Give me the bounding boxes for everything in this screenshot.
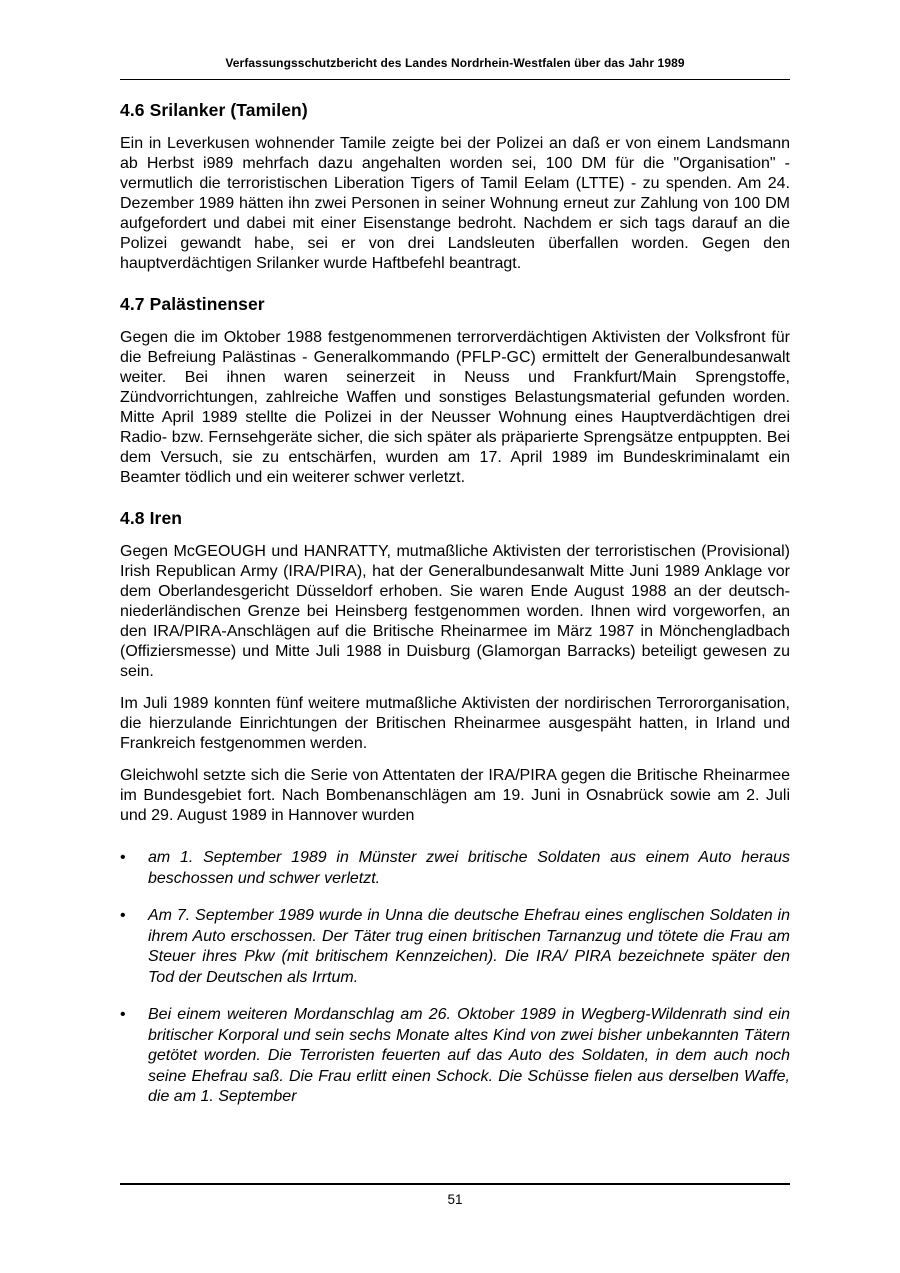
paragraph: Gegen McGEOUGH und HANRATTY, mutmaßliche Aktivisten der terroristischen (Provisional) Irish Republican Army (IRA/PIRA), hat der Generalbundesanwalt Mitte Juni 1989 Anklage vor dem Oberlandesgericht Düsseldorf erhoben. Sie waren Ende August 1988 an der deutsch-niederländischen Grenze bei Heinsberg festgenommen worden. Ihnen wird vorgeworfen, an den IRA/PIRA-Anschlägen auf die Britische Rheinarmee im März 1987 in Mönchengladbach (Offiziersmesse) und Mitte Juli 1988 in Duisburg (Glamorgan Barracks) beteiligt gewesen zu sein.: [120, 543, 790, 680]
list-item: [120, 1005, 790, 1108]
paragraph: Gleichwohl setzte sich die Serie von Attentaten der IRA/PIRA gegen die Britische Rheinarmee im Bundesgebiet fort. Nach Bombenanschlägen am 19. Juni in Osnabrück sowie am 2. Juli und 29. August 1989 in Hannover wurden: [120, 767, 790, 824]
list-item-text: am 1. September 1989 in Münster zwei britische Soldaten aus einem Auto heraus beschossen und schwer verletzt.: [148, 849, 790, 887]
bullet-icon: •: [120, 1006, 126, 1023]
bullet-icon: •: [120, 849, 126, 866]
section-iren: [120, 508, 790, 1108]
page-header: [120, 56, 790, 80]
bullet-icon: •: [120, 907, 126, 924]
page-content: [120, 100, 790, 1108]
running-header-title: Verfassungsschutzbericht des Landes Nordrhein-Westfalen über das Jahr 1989: [225, 56, 685, 70]
paragraph: Im Juli 1989 konnten fünf weitere mutmaßliche Aktivisten der nordirischen Terrororganisation, die hierzulande Einrichtungen der Britischen Rheinarmee ausgespäht hatten, in Irland und Frankreich festgenommen werden.: [120, 695, 790, 752]
section-palaestinenser: [120, 294, 790, 488]
section-heading-4-8: 4.8 Iren: [120, 508, 183, 528]
list-item: [120, 906, 790, 988]
list-item-text: Bei einem weiteren Mordanschlag am 26. Oktober 1989 in Wegberg-Wildenrath sind ein britischer Korporal und sein sechs Monate altes Kind von zwei bisher unbekannten Tätern getötet worden. Die Terroristen feuerten auf das Auto des Soldaten, in dem auch noch seine Ehefrau saß. Die Frau erlitt einen Schock. Die Schüsse fielen aus derselben Waffe, die am 1. September: [148, 1006, 790, 1105]
page-body: [120, 56, 790, 1125]
section-heading-4-7: 4.7 Palästinenser: [120, 294, 265, 314]
list-item-text: Am 7. September 1989 wurde in Unna die deutsche Ehefrau eines englischen Soldaten in ihrem Auto erschossen. Der Täter trug einen britischen Tarnanzug und tötete die Frau am Steuer ihres Pkw (mit britischem Kennzeichen). Die IRA/ PIRA bezeichnete später den Tod der Deutschen als Irrtum.: [148, 907, 790, 986]
paragraph: Gegen die im Oktober 1988 festgenommenen terrorverdächtigen Aktivisten der Volksfront für die Befreiung Palästinas - Generalkommando (PFLP-GC) ermittelt der Generalbundesanwalt weiter. Bei ihnen waren seinerzeit in Neuss und Frankfurt/Main Sprengstoffe, Zündvorrichtungen, zahlreiche Waffen und sonstiges Belastungsmaterial gefunden worden. Mitte April 1989 stellte die Polizei in der Neusser Wohnung eines Hauptverdächtigen drei Radio- bzw. Fernsehgeräte sicher, die sich später als präparierte Sprengsätze entpuppten. Bei dem Versuch, sie zu entschärfen, wurden am 17. April 1989 im Bundeskriminalamt ein Beamter tödlich und ein weiterer schwer verletzt.: [120, 329, 790, 486]
list-item: [120, 848, 790, 889]
page-footer: [120, 1183, 790, 1207]
section-srilanker: [120, 100, 790, 274]
paragraph: Ein in Leverkusen wohnender Tamile zeigte bei der Polizei an daß er von einem Landsmann ab Herbst i989 mehrfach dazu angehalten worden sei, 100 DM für die "Organisation" - vermutlich die terroristischen Liberation Tigers of Tamil Eelam (LTTE) - zu spenden. Am 24. Dezember 1989 hätten ihn zwei Personen in seiner Wohnung erneut zur Zahlung von 100 DM aufgefordert und dabei mit einer Eisenstange bedroht. Nachdem er sich tags darauf an die Polizei gewandt habe, sei er von drei Landsleuten überfallen worden. Gegen den hauptverdächtigen Srilanker wurde Haftbefehl beantragt.: [120, 135, 790, 272]
section-heading-4-6: 4.6 Srilanker (Tamilen): [120, 100, 308, 120]
incident-list: [120, 848, 790, 1108]
page-number: 51: [447, 1192, 463, 1207]
